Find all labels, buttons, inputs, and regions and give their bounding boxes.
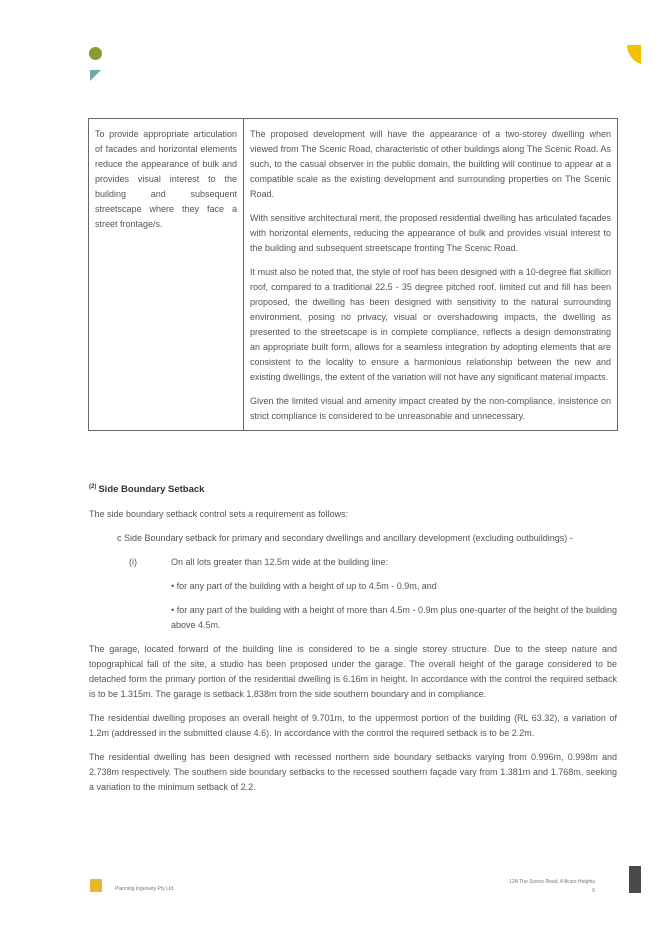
response-cell	[244, 119, 618, 431]
decorative-corner-mask	[641, 45, 670, 70]
bullet-item: • for any part of the building with a height of more than 4.5m - 0.9m plus one-quarter of the height of the building above 4.5m.	[171, 605, 617, 631]
footer-bar	[629, 866, 641, 893]
response-paragraph: It must also be noted that, the style of roof has been designed with a 10-degree flat skillion roof, compared to a traditional 22.5 - 35 degree pitched roof, limited cut and fill has been proposed, the dwelling has been designed with sensitivity to the natural surrounding environment, posing no privacy, visual or overshadowing impacts, the dwelling as presented to the streetscape is in complete compliance, reflects a design demonstrating an appropriate built form, allows for a seamless integration by adopting elements that are consistent to the locality to ensure a harmonious relationship between the new and existing dwellings, the extent of the variation will not have any significant material impacts.	[250, 267, 611, 382]
body-paragraph: The residential dwelling has been designed with recessed northern side boundary setbacks varying from 0.996m, 0.998m and 2.738m respectively. The southern side boundary setbacks to the recessed southern façade vary from 1.381m and 1.768m, seeking a variation to the minimum setback of 2.2.	[89, 752, 617, 793]
table-row	[89, 119, 618, 431]
footer-address: 12A The Scenic Road, Killcare Heights	[509, 879, 595, 885]
control-text: c Side Boundary setback for primary and secondary dwellings and ancillary development (excluding outbuildings) -	[117, 533, 573, 544]
side-setback-section	[89, 480, 617, 804]
response-paragraph: The proposed development will have the appearance of a two-storey dwelling when viewed from The Scenic Road, characteristic of other buildings along The Scenic Road. As such, to the casual observer in the public domain, the building will continue to appear at a compatible scale as the existing development and surrounding properties on The Scenic Road.	[250, 129, 611, 199]
sub-clause	[129, 555, 617, 570]
decorative-circle	[89, 47, 102, 60]
page-number: 6	[592, 888, 595, 894]
body-paragraph: The residential dwelling proposes an overall height of 9.701m, to the uppermost portion of the building (RL 63.32), a variation of 1.2m (addressed in the submitted clause 4.6). In accordance with the control the required setback is to be 2.2m.	[89, 713, 617, 739]
section-intro: The side boundary setback control sets a requirement as follows:	[89, 509, 349, 520]
objective-cell: To provide appropriate articulation of facades and horizontal elements reduce the appearance of bulk and provides visual interest to the building and subsequent streetscape where they face a street frontage/s.	[89, 119, 244, 431]
sub-clause-number: (i)	[129, 557, 137, 568]
response-paragraph: With sensitive architectural merit, the proposed residential dwelling has articulated facades with horizontal elements, reducing the appearance of bulk and provides visual interest to the building and subsequent streetscape fronting The Scenic Road.	[250, 213, 611, 253]
section-heading	[89, 480, 617, 497]
body-paragraph: The garage, located forward of the building line is considered to be a single storey structure. Due to the steep nature and topographical fall of the site, a studio has been proposed under the garage. The overall height of the garage considered to be detached form the primary portion of the residential dwelling is 6.16m in height. In accordance with the control the required setback is to be 1.315m. The garage is setback 1.838m from the side southern boundary and in compliance.	[89, 644, 617, 700]
bullet-item: • for any part of the building with a height of up to 4.5m - 0.9m, and	[171, 581, 437, 592]
footer-info	[509, 878, 595, 896]
decorative-triangle	[90, 70, 101, 81]
section-title: Side Boundary Setback	[98, 484, 205, 496]
section-number: (2)	[89, 484, 97, 490]
controls-table	[88, 118, 618, 431]
footer-logo-square	[90, 879, 102, 892]
response-paragraph: Given the limited visual and amenity impact created by the non-compliance, insistence on strict compliance is considered to be unreasonable and unnecessary.	[250, 396, 611, 421]
footer-company: Planning Ingenuity Pty Ltd	[115, 886, 174, 892]
sub-clause-text: On all lots greater than 12.5m wide at the building line:	[171, 557, 389, 568]
